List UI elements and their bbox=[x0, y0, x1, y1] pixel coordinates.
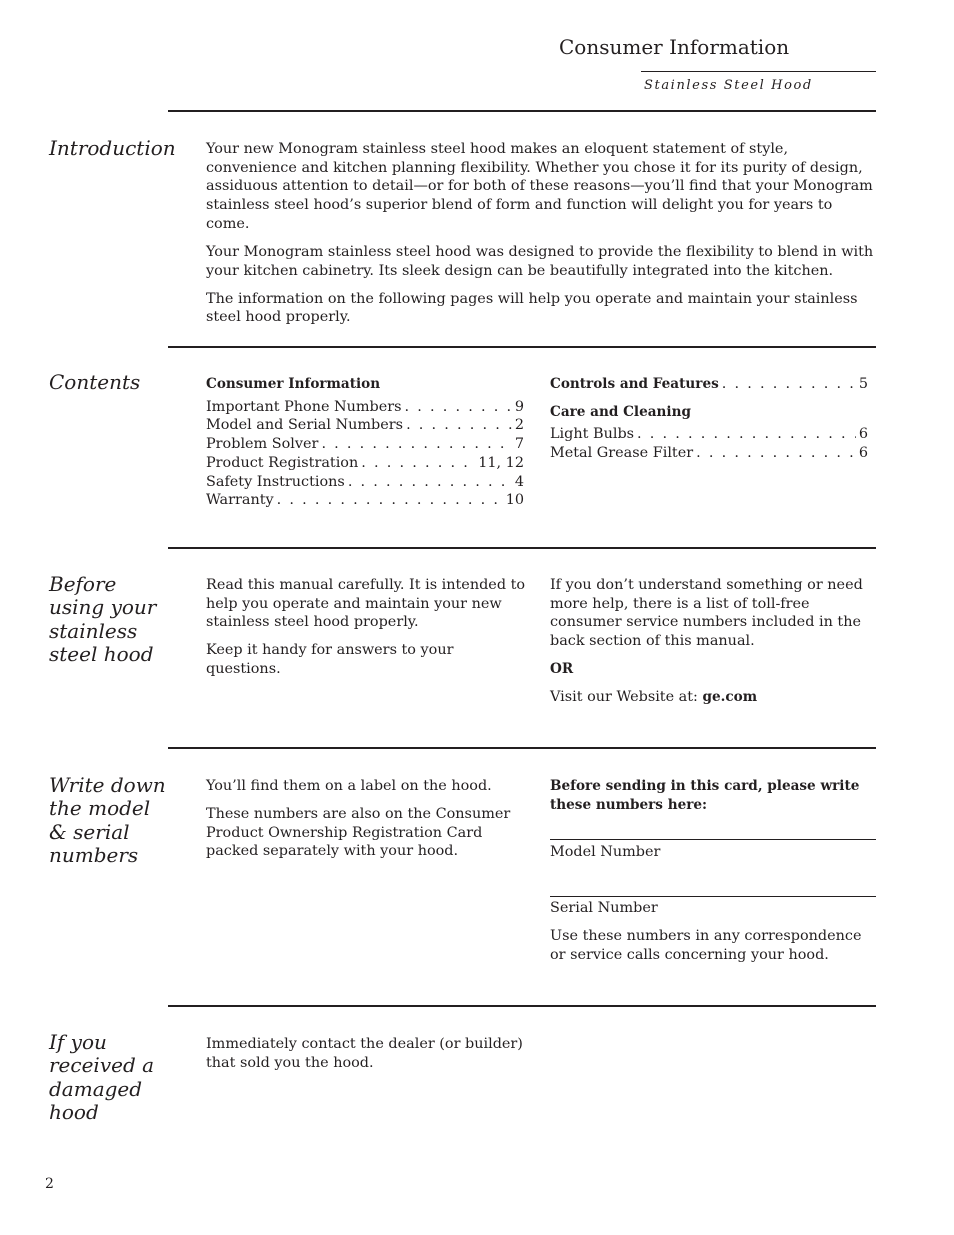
introduction-paragraph: The information on the following pages will help you operate and maintain your stainless steel hood properly. bbox=[206, 290, 858, 326]
header-divider bbox=[641, 71, 876, 72]
model-serial-paragraph: You’ll find them on a label on the hood. bbox=[206, 778, 492, 794]
toc-entry[interactable]: Light Bulbs . . . 6 bbox=[550, 425, 868, 444]
toc-entry[interactable]: Warranty . . . 10 bbox=[206, 491, 524, 510]
section-divider-model-serial bbox=[168, 747, 876, 749]
before-using-paragraph: Read this manual carefully. It is intended to help you operate and maintain your new stainless steel hood properly. bbox=[206, 577, 526, 631]
website-link[interactable]: ge.com bbox=[702, 689, 758, 706]
section-title-introduction: Introduction bbox=[49, 136, 176, 160]
record-numbers-heading: Before sending in this card, please write these numbers here: bbox=[550, 778, 860, 813]
toc-entry-controls-and-features[interactable]: Controls and Features . . . 5 bbox=[550, 375, 868, 394]
section-divider-contents bbox=[168, 346, 876, 348]
before-using-left-column bbox=[206, 576, 531, 679]
page-number: 2 bbox=[45, 1176, 54, 1192]
serial-number-label: Serial Number bbox=[550, 900, 658, 916]
toc-entry[interactable]: Problem Solver . . . 7 bbox=[206, 435, 524, 454]
toc-entry[interactable]: Model and Serial Numbers . . . 2 bbox=[206, 416, 524, 435]
before-using-right-column bbox=[550, 576, 870, 707]
toc-heading-consumer-information: Consumer Information bbox=[206, 376, 381, 392]
toc-entry[interactable]: Safety Instructions . . . 4 bbox=[206, 473, 524, 492]
or-label: OR bbox=[550, 661, 574, 678]
introduction-body bbox=[206, 140, 876, 327]
serial-number-field[interactable] bbox=[550, 896, 876, 897]
model-number-field[interactable] bbox=[550, 839, 876, 840]
section-divider-introduction bbox=[168, 110, 876, 112]
before-using-paragraph: Keep it handy for answers to your questions. bbox=[206, 642, 454, 678]
before-using-help-paragraph: If you don’t understand something or need more help, there is a list of toll-free consumer service numbers included in the back section of this manual. bbox=[550, 577, 863, 650]
model-serial-note: Use these numbers in any correspondence or service calls concerning your hood. bbox=[550, 928, 862, 963]
section-title-contents: Contents bbox=[49, 370, 141, 394]
section-title-damaged: If you received a damaged hood bbox=[49, 1030, 155, 1124]
website-line: Visit our Website at: ge.com bbox=[550, 689, 758, 706]
section-divider-before-using bbox=[168, 547, 876, 549]
page-header-title: Consumer Information bbox=[559, 35, 790, 59]
introduction-paragraph: Your new Monogram stainless steel hood makes an eloquent statement of style, convenience and kitchen planning flexibility. Whether you chose it for its purity of design, assiduous attention to detail—or for both of these reasons—you’ll find that your Monogram stainless steel hood’s superior blend of form and function will delight you for years to come. bbox=[206, 141, 873, 232]
toc-heading-care-and-cleaning: Care and Cleaning bbox=[550, 403, 691, 420]
section-divider-damaged bbox=[168, 1005, 876, 1007]
damaged-paragraph: Immediately contact the dealer (or builder) that sold you the hood. bbox=[206, 1036, 523, 1071]
model-number-label: Model Number bbox=[550, 844, 661, 860]
model-serial-left-column bbox=[206, 777, 524, 861]
toc-entry[interactable]: Product Registration . . . 11, 12 bbox=[206, 454, 524, 473]
page-header-subtitle: Stainless Steel Hood bbox=[644, 78, 813, 93]
model-serial-paragraph: These numbers are also on the Consumer Product Ownership Registration Card packed separately with your hood. bbox=[206, 806, 511, 860]
contents-left-column bbox=[206, 375, 524, 510]
section-title-model-serial: Write down the model & serial numbers bbox=[49, 773, 166, 867]
toc-entry[interactable]: Metal Grease Filter . . . 6 bbox=[550, 444, 868, 463]
section-title-before-using: Before using your stainless steel hood bbox=[49, 572, 157, 666]
contents-right-column bbox=[550, 375, 868, 463]
toc-entry[interactable]: Important Phone Numbers . . . 9 bbox=[206, 398, 524, 417]
introduction-paragraph: Your Monogram stainless steel hood was designed to provide the flexibility to blend in with your kitchen cabinetry. Its sleek design can be beautifully integrated into the kitchen. bbox=[206, 243, 874, 279]
